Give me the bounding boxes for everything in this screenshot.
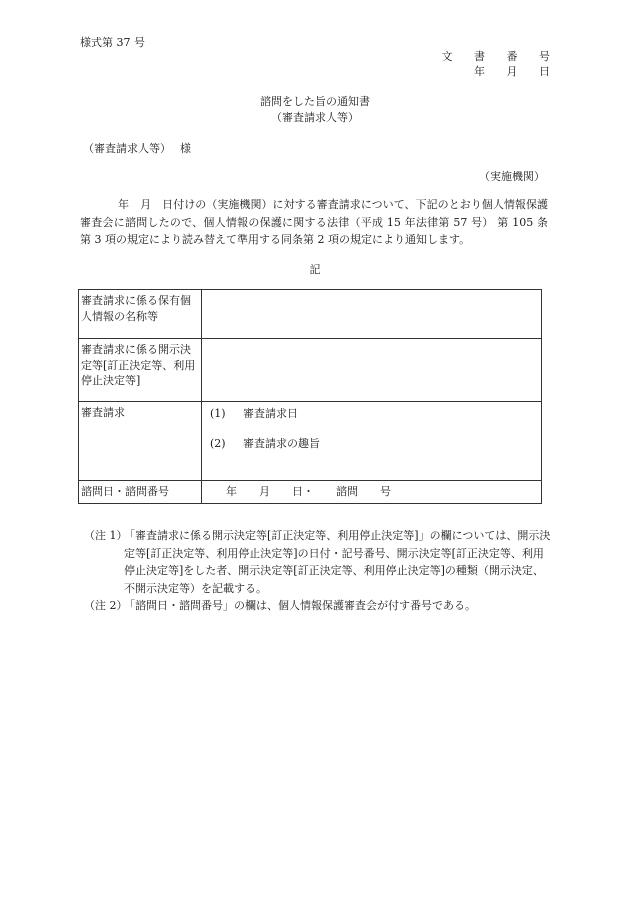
sender: （実施機関） — [479, 170, 545, 183]
item-text: 審査請求日 — [243, 407, 298, 420]
row-label-disclosure-decision: 審査請求に係る開示決定等[訂正決定等、利用停止決定等] — [79, 339, 202, 402]
note-text: 「審査請求に係る開示決定等[訂正決定等、利用停止決定等]」の欄については、開示決定等[訂正決定等、利用停止決定等]の日付・記号番号、開示決定等[訂正決定等、利用停止決定等]をした者、開示決定等[訂正決定等、利用停止決定等]の種類（開示決定、不開示決定等）を記載する。 — [124, 529, 551, 595]
table-row — [79, 481, 542, 504]
ki-heading: 記 — [309, 263, 321, 276]
row-value-inquiry — [202, 481, 542, 504]
notes — [84, 527, 554, 615]
document-meta — [441, 49, 559, 79]
document-number: 文 書 番 号 — [441, 50, 559, 63]
note-text: 「諮問日・諮問番号」の欄は、個人情報保護審査会が付す番号である。 — [124, 599, 476, 612]
form-number: 様式第 37 号 — [80, 36, 145, 49]
row-value-request — [202, 402, 542, 481]
row-label-personal-info: 審査請求に係る保有個人情報の名称等 — [79, 290, 202, 339]
row-value-personal-info — [202, 290, 542, 339]
body-text: 年 月 日付けの（実施機関）に対する審査請求について、下記のとおり個人情報保護審査会に諮問したので、個人情報の保護に関する法律（平成 15 年法律第 57 号） 第 105 条第 3 項の規定により読み替えて準用する同条第 2 項の規定により通知します。 — [80, 198, 548, 246]
note-item — [84, 527, 554, 597]
document-title — [0, 94, 630, 126]
item-number: (2) — [210, 436, 226, 450]
inquiry-date-number: 年 月 日・ 諮問 号 — [226, 485, 391, 498]
table-row — [79, 339, 542, 402]
recipient: （審査請求人等） 様 — [83, 142, 191, 155]
table-row — [79, 290, 542, 339]
note-tag: （注 1） — [84, 529, 128, 542]
title-sub: （審査請求人等） — [271, 111, 359, 124]
row-label-request: 審査請求 — [79, 402, 202, 481]
request-item — [210, 406, 539, 422]
item-number: (1) — [210, 407, 226, 420]
row-value-disclosure-decision — [202, 339, 542, 402]
item-text: 審査請求の趣旨 — [243, 436, 320, 450]
request-item — [210, 436, 539, 452]
document-date: 年 月 日 — [474, 65, 559, 78]
row-label-inquiry: 諮問日・諮問番号 — [79, 481, 202, 504]
note-tag: （注 2） — [84, 599, 128, 612]
title-main: 諮問をした旨の通知書 — [260, 95, 370, 108]
table-row — [79, 402, 542, 481]
info-table — [78, 289, 542, 504]
note-item — [84, 597, 554, 615]
